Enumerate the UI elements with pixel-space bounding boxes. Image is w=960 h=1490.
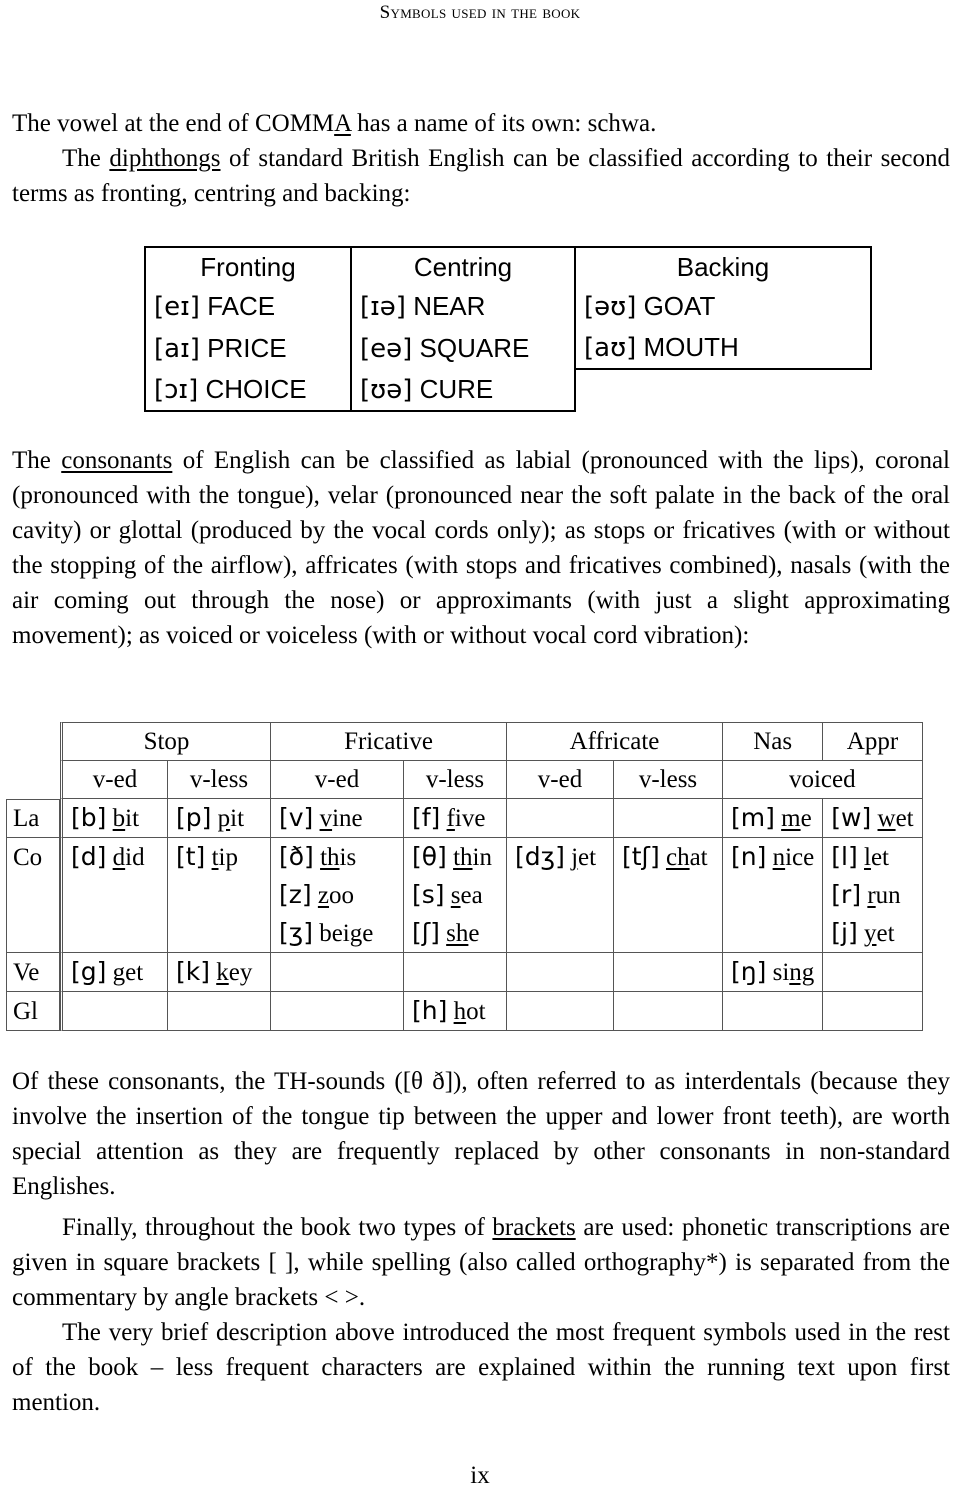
consonant-cell: [dʒ] jet	[507, 838, 614, 876]
consonant-cell: [r] run	[823, 876, 922, 914]
consonant-cell: [h] hot	[404, 992, 507, 1031]
consonant-cell: [k] key	[168, 953, 271, 992]
vowel-cell: [eə] SQUARE	[351, 327, 575, 369]
consonant-cell: [z] zoo	[271, 876, 404, 914]
consonant-cell: [θ] thin	[404, 838, 507, 876]
voicing-header: v-less	[614, 761, 723, 799]
empty-cell	[60, 992, 168, 1031]
vowel-cell: [əʊ] GOAT	[575, 286, 871, 327]
consonant-cell: [w] wet	[823, 799, 922, 838]
consonant-cell: [n] nice	[723, 838, 823, 876]
empty-cell	[823, 953, 922, 992]
voicing-header: v-less	[404, 761, 507, 799]
diphthong-text: of standard British English can be classified according to their second terms as fronting, centring and backing:	[12, 145, 950, 207]
empty-cell	[507, 992, 614, 1031]
header-backing: Backing	[575, 247, 871, 286]
empty-cell	[614, 799, 723, 838]
empty-cell	[60, 914, 168, 953]
vowel-cell: [eɪ] FACE	[145, 286, 351, 327]
vowel-cell: [ɪə] NEAR	[351, 286, 575, 327]
consonant-cell: [p] pit	[168, 799, 271, 838]
empty-cell	[507, 914, 614, 953]
row-label-velar: Ve	[6, 953, 60, 992]
empty-cell	[614, 992, 723, 1031]
row-label-labial: La	[6, 799, 60, 838]
empty-cell	[614, 953, 723, 992]
header-fronting: Fronting	[145, 247, 351, 286]
header-nasal: Nas	[723, 722, 823, 761]
diphthongs-link[interactable]: diphthongs	[109, 145, 221, 172]
consonant-cell: [d] did	[60, 838, 168, 876]
empty-cell	[168, 992, 271, 1031]
consonant-cell: [f] five	[404, 799, 507, 838]
empty-cell	[168, 914, 271, 953]
empty-cell	[60, 876, 168, 914]
empty-cell	[614, 876, 723, 914]
consonant-table	[6, 722, 923, 1031]
empty-cell	[168, 876, 271, 914]
voicing-header: voiced	[723, 761, 923, 799]
consonant-cell: [g] get	[60, 953, 168, 992]
corner-cell	[6, 761, 60, 799]
empty-cell	[575, 369, 871, 411]
consonants-link[interactable]: consonants	[61, 447, 173, 474]
empty-cell	[723, 876, 823, 914]
empty-cell	[614, 914, 723, 953]
empty-cell	[723, 914, 823, 953]
diphthong-paragraph	[12, 141, 950, 211]
header-approximant: Appr	[823, 722, 922, 761]
consonant-cell: [ŋ] sing	[723, 953, 823, 992]
closing-paragraph: The very brief description above introduced the most frequent symbols used in the rest of the book – less frequent characters are explained within the running text upon first mention.	[12, 1319, 950, 1416]
consonant-cell: [tʃ] chat	[614, 838, 723, 876]
consonant-paragraph: The consonants of English can be classified as labial (pronounced with the lips), coronal (pronounced with the tongue), velar (pronounced near the soft palate in the back of the oral cavity) or glottal (produced by the vocal cords only); as stops or fricatives (with or without the stopping of the airflow), affricates (with stops and fricatives combined), nasals (with the air coming out through the nose) or approximants (with just a slight approximating movement); as voiced or voiceless (with or without vocal cord vibration):	[12, 447, 950, 649]
row-label-coronal: Co	[6, 838, 60, 876]
consonant-cell: [ð] this	[271, 838, 404, 876]
voicing-header: v-less	[168, 761, 271, 799]
intro-text: The vowel at the end of COMM	[12, 110, 335, 137]
row-label-spacer	[6, 914, 60, 953]
consonant-cell: [ʃ] she	[404, 914, 507, 953]
vowel-cell: [ʊə] CURE	[351, 369, 575, 411]
empty-cell	[723, 992, 823, 1031]
comma-underlined-letter: A	[334, 110, 351, 137]
header-affricate: Affricate	[507, 722, 723, 761]
vowel-cell: [aɪ] PRICE	[145, 327, 351, 369]
running-header: Symbols used in the book	[379, 2, 581, 23]
vowel-cell: [ɔɪ] CHOICE	[145, 369, 351, 411]
diphthong-text: The	[62, 145, 110, 172]
empty-cell	[507, 876, 614, 914]
consonant-cell: [j] yet	[823, 914, 922, 953]
empty-cell	[404, 953, 507, 992]
vowel-cell: [aʊ] MOUTH	[575, 327, 871, 369]
voicing-header: v-ed	[507, 761, 614, 799]
header-stop: Stop	[60, 722, 271, 761]
empty-cell	[507, 953, 614, 992]
voicing-header: v-ed	[271, 761, 404, 799]
header-fricative: Fricative	[271, 722, 507, 761]
header-centring: Centring	[351, 247, 575, 286]
consonant-cell: [v] vine	[271, 799, 404, 838]
brackets-paragraph: Finally, throughout the book two types of brackets are used: phonetic transcriptions are given in square brackets [ ], while spelling (also called orthography*) is separated from the commentary by angle brackets < >.	[12, 1214, 950, 1311]
row-label-glottal: Gl	[6, 992, 60, 1031]
voicing-header: v-ed	[60, 761, 168, 799]
consonant-cell: [b] bit	[60, 799, 168, 838]
empty-cell	[271, 953, 404, 992]
consonant-cell: [m] me	[723, 799, 823, 838]
corner-cell	[6, 722, 60, 761]
consonant-cell: [s] sea	[404, 876, 507, 914]
th-sounds-paragraph: Of these consonants, the TH-sounds ([θ ð]), often referred to as interdentals (because they involve the insertion of the tongue tip between the upper and lower front teeth), are worth special attention as they are frequently replaced by other consonants in non-standard Englishes.	[12, 1068, 950, 1200]
diphthong-table	[144, 246, 872, 412]
consonant-cell: [ʒ] beige	[271, 914, 404, 953]
brackets-link[interactable]: brackets	[492, 1214, 576, 1241]
empty-cell	[823, 992, 922, 1031]
intro-text: has a name of its own: schwa.	[350, 110, 657, 137]
intro-paragraph	[12, 106, 950, 141]
row-label-spacer	[6, 876, 60, 914]
consonant-cell: [l] let	[823, 838, 922, 876]
consonant-cell: [t] tip	[168, 838, 271, 876]
page-number: ix	[470, 1462, 490, 1489]
empty-cell	[271, 992, 404, 1031]
empty-cell	[507, 799, 614, 838]
